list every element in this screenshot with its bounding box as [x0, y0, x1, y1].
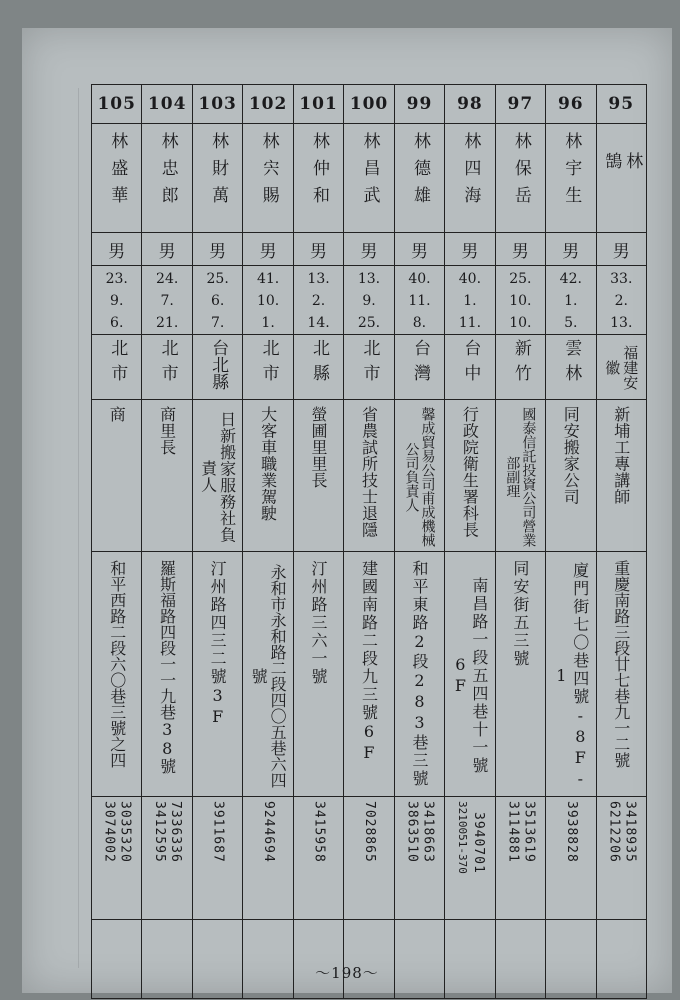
- cell-address: [192, 552, 242, 797]
- telephone-text: 3938828: [563, 801, 579, 863]
- cell-birthdate: [293, 266, 343, 335]
- dob-day: 6.: [110, 315, 124, 331]
- dob-year: 25.: [509, 271, 532, 287]
- cell-address: [596, 552, 646, 797]
- address-text: 和平東路2段283巷三號: [409, 560, 429, 788]
- cell-telephone: [192, 797, 242, 920]
- cell-address: [293, 552, 343, 797]
- cell-birthdate: [142, 266, 192, 335]
- address-text: 建國南路二段九三號6F: [359, 560, 379, 764]
- cell-remarks: [293, 920, 343, 999]
- cell-address: [394, 552, 444, 797]
- telephone-text: 3035320: [117, 801, 133, 863]
- dob-day: 11.: [458, 315, 482, 331]
- row-hometown: [92, 335, 647, 400]
- cell-hometown: [495, 335, 545, 400]
- cell-sex: 男: [546, 233, 596, 266]
- cell-hometown: [142, 335, 192, 400]
- cell-name: [394, 124, 444, 233]
- cell-birthdate: [394, 266, 444, 335]
- cell-remarks: [142, 920, 192, 999]
- cell-sex: 男: [445, 233, 495, 266]
- cell-sex: 男: [192, 233, 242, 266]
- hometown-text: 北市: [359, 339, 380, 389]
- cell-sex: 男: [293, 233, 343, 266]
- dob-year: 33.: [610, 271, 633, 287]
- telephone-text: 3911687: [210, 801, 226, 863]
- dob-year: 23.: [105, 271, 128, 287]
- dob-year: 13.: [307, 271, 330, 287]
- dob-day: 1.: [261, 315, 275, 331]
- cell-remarks: [495, 920, 545, 999]
- dob-day: 25.: [357, 315, 381, 331]
- address-text: 同安街五三號: [510, 560, 530, 668]
- cell-telephone: [344, 797, 394, 920]
- occupation-text: 螢圃里里長: [309, 406, 329, 489]
- address-text: 永和市永和路二段四〇五巷六四號: [249, 564, 288, 788]
- cell-hometown: [92, 335, 142, 400]
- telephone-text: 3074002: [101, 801, 117, 863]
- cell-occupation: [394, 400, 444, 552]
- row-number: [92, 85, 647, 124]
- cell-hometown: [445, 335, 495, 400]
- cell-sex: 男: [92, 233, 142, 266]
- cell-hometown: [344, 335, 394, 400]
- dob-year: 25.: [206, 271, 229, 287]
- name-text: 林仲和: [309, 132, 330, 213]
- adjacent-page-shadow: [22, 88, 79, 968]
- cell-occupation: [546, 400, 596, 552]
- row-sex: [92, 233, 647, 266]
- cell-telephone: [546, 797, 596, 920]
- hometown-text: 新竹: [510, 339, 531, 389]
- hometown-text: 雲林: [561, 339, 582, 389]
- occupation-text: 大客車職業駕駛: [258, 406, 278, 522]
- name-text: 林德雄: [409, 132, 430, 213]
- dob-month: 9.: [362, 293, 376, 309]
- cell-remarks: [344, 920, 394, 999]
- cell-hometown: [192, 335, 242, 400]
- occupation-text: 新埔工專講師: [611, 406, 631, 505]
- cell-sex: 男: [344, 233, 394, 266]
- hometown-text: 北市: [157, 339, 178, 389]
- name-text: 林鵠: [601, 151, 643, 209]
- name-text: 林宍賜: [258, 132, 279, 213]
- cell-sex: 男: [243, 233, 293, 266]
- dob-year: 41.: [256, 271, 280, 287]
- cell-name: [92, 124, 142, 233]
- cell-num: 102: [243, 85, 293, 124]
- dob-year: 40.: [458, 271, 482, 287]
- cell-birthdate: [192, 266, 242, 335]
- name-text: 林盛華: [107, 132, 128, 213]
- cell-sex: 男: [394, 233, 444, 266]
- cell-name: [192, 124, 242, 233]
- dob-month: 6.: [210, 293, 225, 309]
- dob-day: 14.: [307, 315, 330, 331]
- dob-day: 10.: [509, 315, 532, 331]
- cell-telephone: [243, 797, 293, 920]
- cell-num: 95: [596, 85, 646, 124]
- page-number: ～198～: [315, 964, 379, 982]
- cell-telephone: [495, 797, 545, 920]
- occupation-text: 馨成貿易公司甫成機械公司負責人: [403, 406, 436, 547]
- cell-address: [546, 552, 596, 797]
- dob-year: 40.: [408, 271, 431, 287]
- name-text: 林宇生: [561, 132, 582, 213]
- cell-num: 100: [344, 85, 394, 124]
- dob-month: 1.: [564, 293, 578, 309]
- dob-month: 10.: [509, 293, 532, 309]
- name-text: 林保岳: [510, 132, 531, 213]
- cell-address: [344, 552, 394, 797]
- cell-name: [293, 124, 343, 233]
- telephone-text: 3863510: [404, 801, 420, 863]
- address-text: 南昌路一段五四巷十一號6F: [450, 577, 489, 775]
- address-text: 汀州路三六一號: [309, 560, 329, 686]
- hometown-text: 北市: [258, 339, 279, 389]
- cell-birthdate: [495, 266, 545, 335]
- dob-day: 13.: [610, 315, 633, 331]
- cell-remarks: [394, 920, 444, 999]
- row-telephone: [92, 797, 647, 920]
- cell-remarks: [243, 920, 293, 999]
- dob-month: 2.: [614, 293, 628, 309]
- dob-month: 11.: [408, 293, 431, 309]
- address-text: 和平西路二段六〇巷三號之四: [107, 560, 127, 768]
- cell-sex: 男: [495, 233, 545, 266]
- cell-hometown: [546, 335, 596, 400]
- cell-birthdate: [92, 266, 142, 335]
- cell-num: 105: [92, 85, 142, 124]
- cell-num: 99: [394, 85, 444, 124]
- hometown-text: 北市: [107, 339, 128, 389]
- dob-month: 2.: [311, 293, 326, 309]
- document-page: [22, 28, 672, 993]
- cell-num: 96: [546, 85, 596, 124]
- cell-remarks: [546, 920, 596, 999]
- dob-year: 13.: [357, 271, 381, 287]
- cell-name: [142, 124, 192, 233]
- cell-name: [243, 124, 293, 233]
- telephone-text: 3940701: [470, 812, 486, 874]
- telephone-text: 7028865: [361, 801, 377, 863]
- telephone-text: 3114881: [505, 801, 521, 863]
- hometown-text: 台北縣: [208, 339, 229, 390]
- cell-birthdate: [445, 266, 495, 335]
- cell-hometown: [243, 335, 293, 400]
- telephone-text: 3210051-370: [455, 801, 469, 874]
- cell-num: 98: [445, 85, 495, 124]
- telephone-text: 3418935: [622, 801, 638, 863]
- occupation-text: 商里長: [157, 406, 177, 456]
- cell-name: [445, 124, 495, 233]
- dob-day: 5.: [564, 315, 578, 331]
- cell-occupation: [596, 400, 646, 552]
- cell-name: [495, 124, 545, 233]
- cell-birthdate: [546, 266, 596, 335]
- cell-num: 103: [192, 85, 242, 124]
- cell-telephone: [293, 797, 343, 920]
- cell-occupation: [243, 400, 293, 552]
- cell-birthdate: [596, 266, 646, 335]
- cell-occupation: [344, 400, 394, 552]
- cell-occupation: [445, 400, 495, 552]
- cell-telephone: [445, 797, 495, 920]
- occupation-text: 同安搬家公司: [561, 406, 581, 505]
- cell-address: [495, 552, 545, 797]
- row-occupation: [92, 400, 647, 552]
- name-text: 林昌武: [359, 132, 380, 213]
- cell-hometown: [293, 335, 343, 400]
- cell-occupation: [92, 400, 142, 552]
- cell-sex: 男: [596, 233, 646, 266]
- cell-name: [344, 124, 394, 233]
- hometown-text: 台中: [460, 339, 481, 389]
- cell-telephone: [596, 797, 646, 920]
- cell-remarks: [596, 920, 646, 999]
- address-text: 廈門街七〇巷四號-8F-1: [551, 562, 590, 790]
- cell-address: [445, 552, 495, 797]
- telephone-text: 6212206: [606, 801, 622, 863]
- hometown-text: 台灣: [409, 339, 430, 389]
- cell-sex: 男: [142, 233, 192, 266]
- telephone-text: 3513619: [521, 801, 537, 863]
- cell-address: [142, 552, 192, 797]
- cell-num: 104: [142, 85, 192, 124]
- telephone-text: 9244694: [261, 801, 277, 863]
- occupation-text: 省農試所技士退隱: [359, 406, 379, 538]
- row-remarks: [92, 920, 647, 999]
- telephone-text: 7336336: [168, 801, 184, 863]
- row-name: [92, 124, 647, 233]
- cell-birthdate: [344, 266, 394, 335]
- cell-telephone: [92, 797, 142, 920]
- cell-address: [243, 552, 293, 797]
- name-text: 林財萬: [208, 132, 229, 213]
- row-birthdate: [92, 266, 647, 335]
- telephone-text: 3412595: [152, 801, 168, 863]
- hometown-text: 福建安徽: [603, 344, 640, 390]
- occupation-text: 日新搬家服務社負責人: [198, 410, 237, 543]
- occupation-text: 商: [107, 406, 127, 423]
- telephone-text: 3418663: [420, 801, 436, 863]
- member-registry-table: [91, 84, 647, 999]
- cell-telephone: [142, 797, 192, 920]
- occupation-text: 國泰信託投資公司營業部副理: [504, 406, 537, 547]
- cell-name: [596, 124, 646, 233]
- dob-year: 42.: [559, 271, 582, 287]
- cell-occupation: [495, 400, 545, 552]
- dob-day: 8.: [412, 315, 427, 331]
- occupation-text: 行政院衛生署科長: [460, 406, 480, 538]
- cell-num: 97: [495, 85, 545, 124]
- address-text: 羅斯福路四段一一九巷38號: [157, 560, 177, 774]
- dob-year: 24.: [156, 271, 179, 287]
- dob-day: 21.: [156, 315, 179, 331]
- cell-remarks: [445, 920, 495, 999]
- cell-telephone: [394, 797, 444, 920]
- cell-occupation: [192, 400, 242, 552]
- cell-occupation: [142, 400, 192, 552]
- cell-hometown: [394, 335, 444, 400]
- hometown-text: 北縣: [309, 339, 330, 389]
- address-text: 汀州路四三二號3F: [208, 560, 228, 728]
- telephone-text: 3415958: [311, 801, 327, 863]
- cell-birthdate: [243, 266, 293, 335]
- row-address: [92, 552, 647, 797]
- address-text: 重慶南路三段廿七巷九一二號: [611, 560, 631, 768]
- cell-address: [92, 552, 142, 797]
- cell-remarks: [92, 920, 142, 999]
- dob-day: 7.: [210, 315, 225, 331]
- dob-month: 10.: [256, 293, 280, 309]
- cell-name: [546, 124, 596, 233]
- name-text: 林忠郎: [157, 132, 178, 213]
- cell-num: 101: [293, 85, 343, 124]
- dob-month: 9.: [110, 293, 124, 309]
- name-text: 林四海: [460, 132, 481, 213]
- dob-month: 1.: [463, 293, 477, 309]
- cell-remarks: [192, 920, 242, 999]
- cell-hometown: [596, 335, 646, 400]
- cell-occupation: [293, 400, 343, 552]
- dob-month: 7.: [160, 293, 174, 309]
